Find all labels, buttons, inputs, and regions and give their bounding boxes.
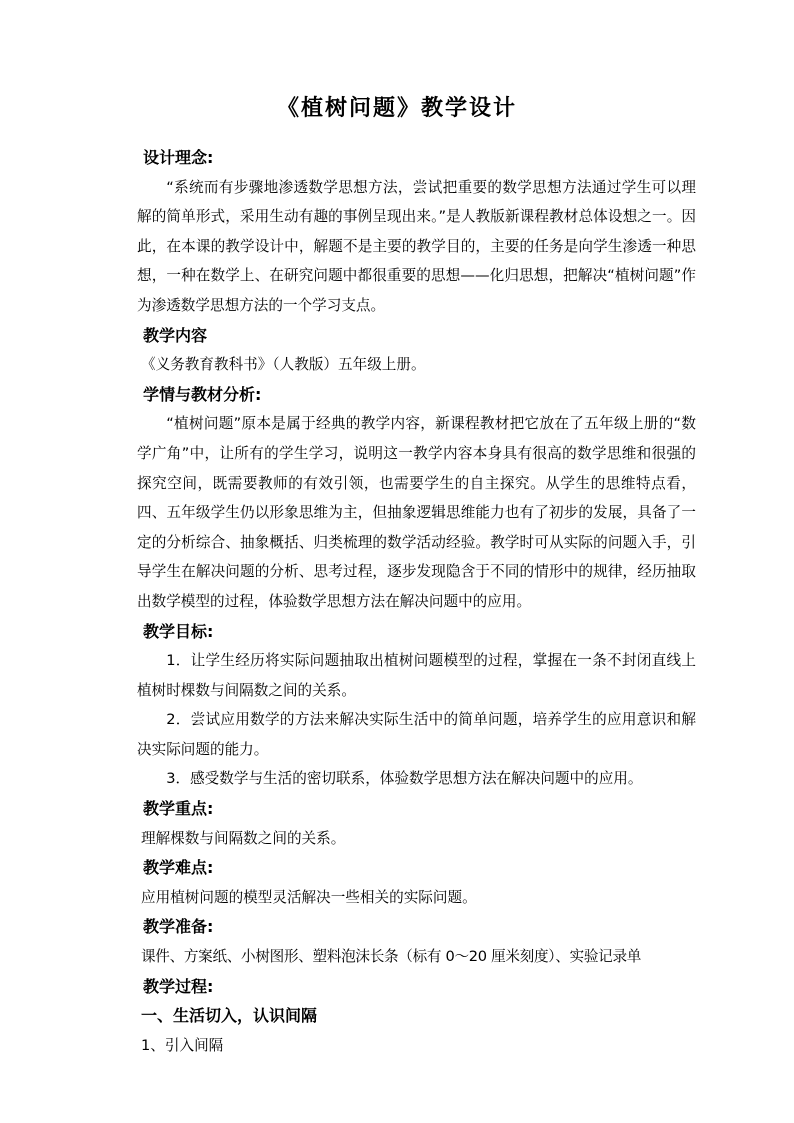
concept-heading: 设计理念: <box>143 148 214 167</box>
goal-item-1: 1．让学生经历将实际问题抽取出植树问题模型的过程，掌握在一条不封闭直线上植树时棵数与间隔数之间的关系。 <box>137 652 696 699</box>
analysis-paragraph: “植树问题”原本是属于经典的教学内容，新课程教材把它放在了五年级上册的“数学广角”中，让所有的学生学习，说明这一教学内容本身具有很高的数学思维和很强的探究空间，既需要教师的有效引领，也需要学生的自主探究。从学生的思维特点看，四、五年级学生仍以形象思维为主，但抽象逻辑思维能力也有了初步的发展，具备了一定的分析综合、抽象概括、归类梳理的数学活动经验。教学时可从实际的问题入手，引导学生在解决问题的分析、思考过程，逐步发现隐含于不同的情形中的规律，经历抽取出数学模型的过程，体验数学思想方法在解决问题中的应用。 <box>137 415 696 610</box>
content-paragraph: 《义务教育教科书》（人教版）五年级上册。 <box>141 356 426 374</box>
preparation-text: 课件、方案纸、小树图形、塑料泡沫长条（标有 0～20 厘米刻度）、实验记录单 <box>141 948 642 966</box>
process-heading: 教学过程: <box>143 976 214 996</box>
difficulty-text: 应用植树问题的模型灵活解决一些相关的实际问题。 <box>141 888 477 906</box>
step-1-subheading: 1、引入间隔 <box>141 1036 224 1054</box>
document-title: 《植树问题》教学设计 <box>276 95 517 121</box>
content-heading: 教学内容 <box>143 325 208 345</box>
document-body <box>137 143 696 1060</box>
key-point-heading: 教学重点: <box>143 799 214 819</box>
goals-heading: 教学目标: <box>143 621 214 641</box>
difficulty-heading: 教学难点: <box>143 858 214 878</box>
step-1-heading: 一、生活切入，认识间隔 <box>141 1006 318 1026</box>
goal-item-3: 3．感受数学与生活的密切联系，体验数学思想方法在解决问题中的应用。 <box>166 770 643 788</box>
analysis-heading: 学情与教材分析: <box>143 384 262 404</box>
concept-paragraph: “系统而有步骤地渗透数学思想方法，尝试把重要的数学思想方法通过学生可以理解的简单形式，采用生动有趣的事例呈现出来。”是人教版新课程教材总体设想之一。因此，在本课的教学设计中，解题不是主要的教学目的，主要的任务是向学生渗透一种思想，一种在数学上、在研究问题中都很重要的思想——化归思想，把解决“植树问题”作为渗透数学思想方法的一个学习支点。 <box>137 178 696 314</box>
goal-item-2: 2．尝试应用数学的方法来解决实际生活中的简单问题，培养学生的应用意识和解决实际问题的能力。 <box>137 711 696 758</box>
key-point-text: 理解棵数与间隔数之间的关系。 <box>141 829 346 847</box>
preparation-heading: 教学准备: <box>143 917 214 937</box>
